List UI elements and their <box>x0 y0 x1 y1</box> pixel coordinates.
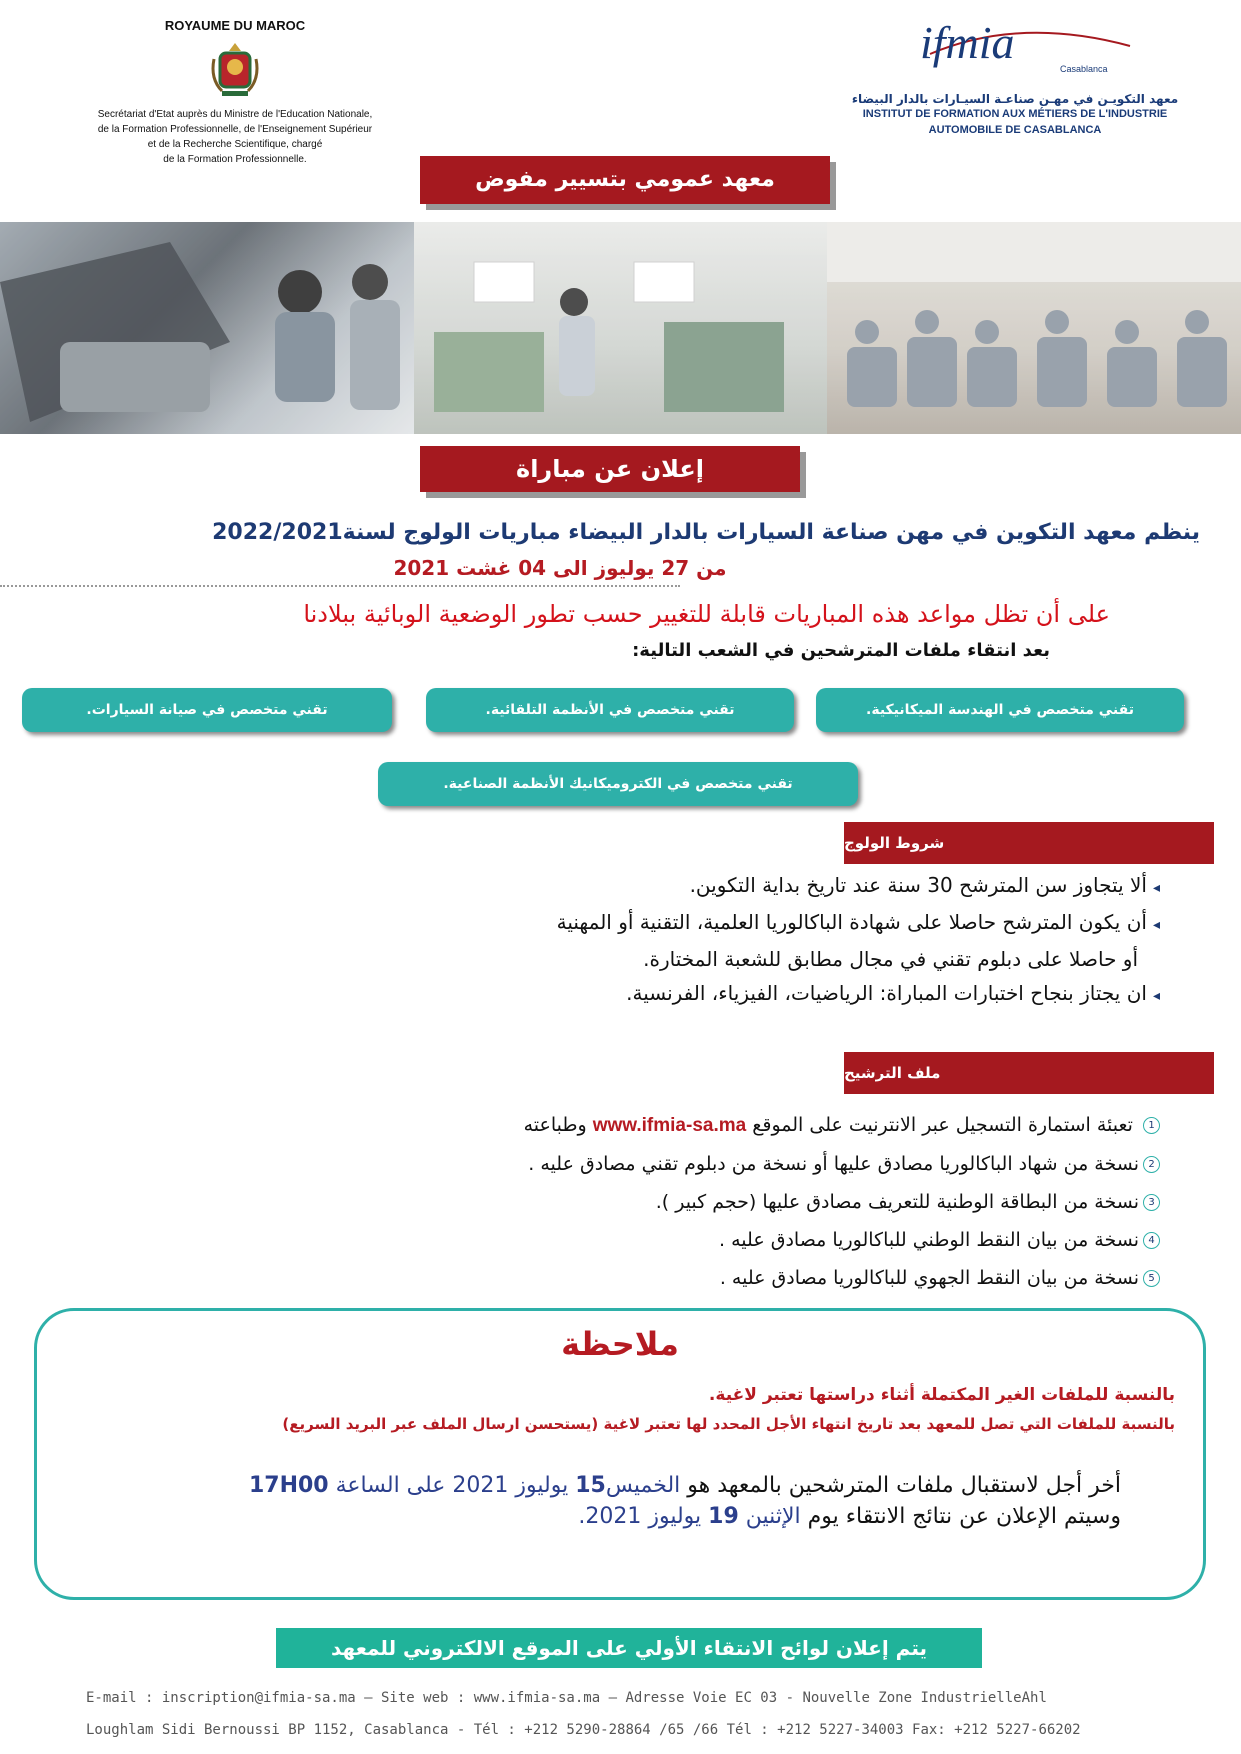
branch-mechanical: تقني متخصص في الهندسة الميكانيكية. <box>816 688 1184 732</box>
bullet-icon: ◂ <box>1152 880 1160 896</box>
kingdom-title: ROYAUME DU MAROC <box>164 18 306 33</box>
note-box <box>34 1308 1206 1600</box>
warning-line: على أن تظل مواعد هذه المباريات قابلة للتغيير حسب تطور الوضعية الوبائية ببلادنا <box>303 600 1110 628</box>
dossier-item: 5نسخة من بيان النقط الجهوي للباكالوريا مصادق عليه . <box>40 1259 1160 1297</box>
institute-name-fr-2: AUTOMOBILE DE CASABLANCA <box>928 124 1102 136</box>
number-circle-icon: 4 <box>1143 1232 1160 1249</box>
deadline-line: أخر أجل لاستقبال ملفات المترشحين بالمعهد هو الخميس15 يوليوز 2021 على الساعة 17H00 <box>248 1473 1121 1498</box>
dossier-item: 2نسخة من شهاد الباكالوريا مصادق عليها أو نسخة من دبلوم تقني مصادق عليه . <box>40 1145 1160 1183</box>
ministry-block <box>80 18 390 167</box>
dossier-item: 1 تعبئة استمارة التسجيل عبر الانترنيت على الموقع www.ifmia-sa.ma وطباعته <box>40 1106 1160 1145</box>
photo-workshop <box>414 222 828 434</box>
condition-item: ◂ان يجتاز بنجاح اختبارات المباراة: الرياضيات، الفيزياء، الفرنسية. <box>626 981 1160 1005</box>
photo-strip <box>0 222 1241 434</box>
photo-classroom <box>827 222 1241 434</box>
secretariat-text: Secrétariat d'Etat auprès du Ministre de l'Education Nationale, de la Formation Professionnelle, de l'Enseignement Supérieur et de la Recherche Scientifique, chargé de la Formation Professionnelle. <box>97 109 373 165</box>
note-line-1: بالنسبة للملفات الغير المكتملة أثناء دراستها تعتبر لاغية. <box>708 1385 1175 1405</box>
institute-block <box>850 18 1180 138</box>
note-line-2: بالنسبة للملفات التي تصل للمعهد بعد تاريخ انتهاء الأجل المحدد لها تعتبر لاغية (يستحسن ارسال الملف عبر البريد السريع) <box>282 1415 1175 1433</box>
dossier-header: ملف الترشيح <box>844 1052 1214 1094</box>
moroccan-crest-icon <box>208 39 262 99</box>
condition-item: ◂ألا يتجاوز سن المترشح 30 سنة عند تاريخ بداية التكوين. <box>689 873 1160 897</box>
number-circle-icon: 2 <box>1143 1156 1160 1173</box>
status-banner: معهد عمومي بتسيير مفوض <box>420 156 830 204</box>
number-circle-icon: 5 <box>1143 1270 1160 1287</box>
institute-name-ar: معهد التكويـن في مهـن صناعـة السيـارات بالدار البيضاء <box>851 92 1179 106</box>
photo-car-engine <box>0 222 414 434</box>
condition-item: أو حاصلا على دبلوم تقني في مجال مطابق للشعبة المختارة. <box>643 947 1138 971</box>
branch-car-maintenance: تقني متخصص في صيانة السيارات. <box>22 688 392 732</box>
dates-line: من 27 يوليوز الى 04 غشت 2021 <box>393 556 727 580</box>
bullet-icon: ◂ <box>1152 988 1160 1004</box>
conditions-list <box>40 868 1160 1013</box>
dossier-item: 4نسخة من بيان النقط الوطني للباكالوريا مصادق عليه . <box>40 1221 1160 1259</box>
website-link[interactable]: www.ifmia-sa.ma <box>592 1115 747 1136</box>
announcement-banner: إعلان عن مباراة <box>420 446 800 492</box>
footer-line-1: E-mail : inscription@ifmia-sa.ma – Site web : www.ifmia-sa.ma – Adresse Voie EC 03 - Nouvelle Zone IndustrielleAhl <box>86 1690 1047 1706</box>
result-line: وسيتم الإعلان عن نتائج الانتقاء يوم الإثنين 19 يوليوز 2021. <box>578 1504 1121 1529</box>
dotted-divider <box>0 585 680 587</box>
number-circle-icon: 1 <box>1143 1117 1160 1134</box>
announcement-line: ينظم معهد التكوين في مهن صناعة السيارات بالدار البيضاء مباريات الولوج لسنة2022/2021 <box>212 520 1200 545</box>
green-banner: يتم إعلان لوائح الانتقاء الأولي على الموقع الالكتروني للمعهد <box>276 1628 982 1668</box>
ifmia-logo: ifmia Casablanca <box>850 18 1180 80</box>
selection-line: بعد انتقاء ملفات المترشحين في الشعب التالية: <box>632 640 1050 661</box>
note-title: ملاحظة <box>561 1325 679 1363</box>
dossier-list <box>40 1106 1160 1297</box>
number-circle-icon: 3 <box>1143 1194 1160 1211</box>
conditions-header: شروط الولوج <box>844 822 1214 864</box>
branch-electromechanics: تقني متخصص في الكتروميكانيك الأنظمة الصناعية. <box>378 762 858 806</box>
dossier-item: 3نسخة من البطاقة الوطنية للتعريف مصادق عليها (حجم كبير ). <box>40 1183 1160 1221</box>
bullet-icon: ◂ <box>1152 917 1160 933</box>
institute-name-fr-1: INSTITUT DE FORMATION AUX MÉTIERS DE L'INDUSTRIE <box>862 108 1168 120</box>
branch-automation: تقني متخصص في الأنظمة التلقائية. <box>426 688 794 732</box>
footer-line-2: Loughlam Sidi Bernoussi BP 1152, Casablanca - Tél : +212 5290-28864 /65 /66 Tél : +212 5227-34003 Fax: +212 5227-66202 <box>86 1722 1081 1738</box>
condition-item: ◂أن يكون المترشح حاصلا على شهادة الباكالوريا العلمية، التقنية أو المهنية <box>556 910 1160 934</box>
